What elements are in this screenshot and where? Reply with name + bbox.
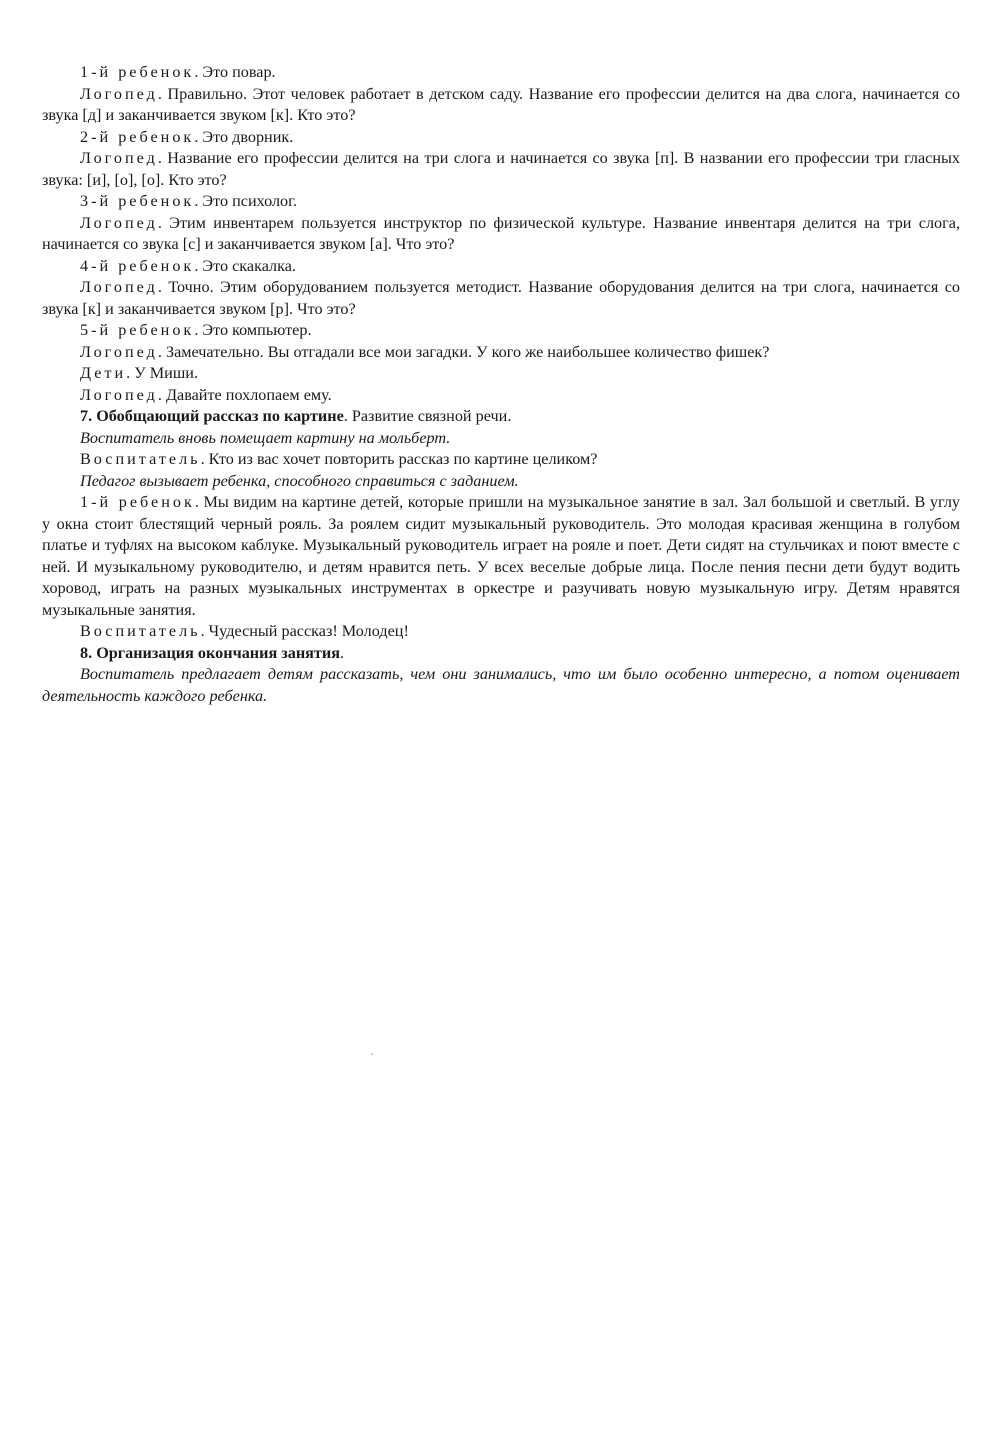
paragraph-15	[42, 449, 960, 471]
section-subtitle: .	[339, 643, 345, 662]
speaker-label: Логопед	[80, 278, 158, 296]
speaker-label: Дети	[80, 364, 127, 382]
paragraph-text: . Это скакалка.	[194, 256, 296, 275]
paragraph-6	[42, 213, 960, 256]
paragraph-9	[42, 320, 960, 342]
paragraph-17	[42, 492, 960, 621]
section-title: 7. Обобщающий рассказ по картине	[80, 407, 344, 425]
speaker-label: 3-й ребенок	[80, 192, 195, 210]
section-title: 8. Организация окончания занятия	[80, 643, 340, 662]
stage-direction: Воспитатель предлагает детям рассказать, чем они занимались, что им было особенно интересно, а потом оценивает деятельность каждого ребенка.	[42, 665, 960, 705]
paragraph-10	[42, 342, 960, 364]
speaker-label: 2-й ребенок	[80, 127, 195, 146]
paragraph-text: . Точно. Этим оборудованием пользуется методист. Название оборудования делится на три слога, начинается со звука [к] и заканчивается звуком [р]. Что это?	[42, 278, 960, 318]
speaker-label: Воспитатель	[80, 622, 201, 640]
paragraph-5	[42, 191, 960, 213]
paragraph-text: . Чудесный рассказ! Молодец!	[200, 622, 409, 640]
paragraph-text: . Это дворник.	[194, 127, 294, 146]
paragraph-4	[42, 148, 960, 191]
paragraph-18	[42, 621, 960, 643]
paragraph-text: . Давайте похлопаем ему.	[157, 385, 332, 404]
section-heading-7	[42, 406, 960, 428]
text-block	[42, 62, 960, 707]
paragraph-text: . Это компьютер.	[194, 321, 312, 339]
paragraph-2	[42, 84, 960, 127]
section-heading-8	[42, 643, 960, 665]
stage-direction: Педагог вызывает ребенка, способного справиться с заданием.	[80, 471, 519, 490]
speaker-label: Логопед	[80, 385, 158, 404]
speaker-label: 1-й ребенок	[80, 493, 195, 511]
speaker-label: Логопед	[80, 342, 158, 361]
scan-speck	[371, 1053, 373, 1055]
paragraph-text: . Замечательно. Вы отгадали все мои загадки. У кого же наибольшее количество фишек?	[157, 342, 770, 361]
paragraph-text: . Это повар.	[194, 63, 276, 81]
speaker-label: Воспитатель	[80, 450, 201, 468]
paragraph-text: . Правильно. Этот человек работает в детском саду. Название его профессии делится на два слога, начинается со звука [д] и заканчивается звуком [к]. Кто это?	[42, 84, 960, 124]
paragraph-text: . Кто из вас хочет повторить рассказ по картине целиком?	[200, 450, 598, 468]
paragraph-text: . Мы видим на картине детей, которые пришли на музыкальное занятие в зал. Зал большой и светлый. В углу у окна стоит блестящий черный рояль. За роялем сидит музыкальный руководитель. Это молодая красивая женщина в голубом платье и туфлях на высоком каблуке. Музыкальный руководитель играет на рояле и поет. Дети сидят на стульчиках и поют вместе с ней. И музыкальному руководителю, и детям нравится петь. У всех веселые добрые лица. После пения песни дети будут водить хоровод, играть на разных музыкальных инструментах в оркестре и разучивать новую музыкальную игру. Детям нравятся музыкальные занятия.	[42, 493, 960, 619]
section-subtitle: . Развитие связной речи.	[343, 407, 512, 425]
paragraph-8	[42, 277, 960, 320]
paragraph-text: . Название его профессии делится на три слога и начинается со звука [п]. В названии его профессии три гласных звука: [и], [о], [о]. Кто это?	[42, 149, 960, 189]
paragraph-1	[42, 62, 960, 84]
speaker-label: Логопед	[80, 84, 158, 103]
paragraph-text: . Это психолог.	[194, 192, 297, 210]
paragraph-text: . У Миши.	[126, 364, 199, 382]
paragraph-text: . Этим инвентарем пользуется инструктор по физической культуре. Название инвентаря делится на три слога, начинается со звука [с] и заканчивается звуком [а]. Что это?	[42, 213, 960, 253]
stage-direction: Воспитатель вновь помещает картину на мольберт.	[80, 428, 451, 447]
speaker-label: Логопед	[80, 149, 158, 167]
speaker-label: 5-й ребенок	[80, 321, 195, 339]
paragraph-12	[42, 385, 960, 407]
paragraph-3	[42, 127, 960, 149]
speaker-label: 1-й ребенок	[80, 63, 195, 81]
speaker-label: 4-й ребенок	[80, 256, 195, 275]
speaker-label: Логопед	[80, 213, 158, 232]
paragraph-11	[42, 363, 960, 385]
paragraph-7	[42, 256, 960, 278]
